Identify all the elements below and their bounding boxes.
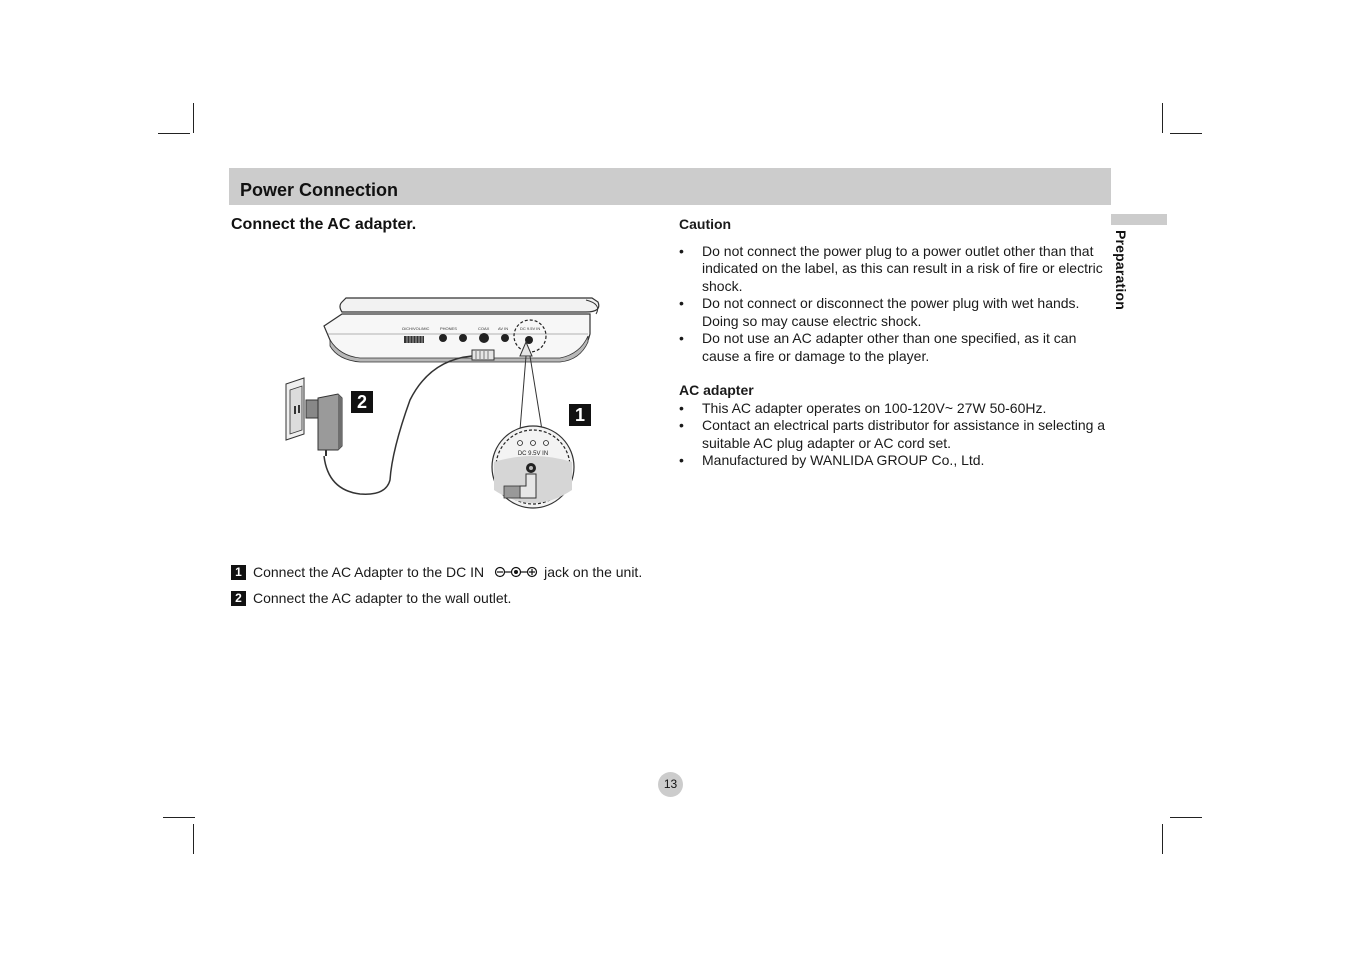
steps-list — [231, 563, 642, 615]
caution-text: Do not use an AC adapter other than one specified, as it can cause a fire or damage to the player. — [702, 330, 1077, 364]
ac-item — [679, 400, 1111, 418]
ac-item — [679, 417, 1111, 452]
caution-item — [679, 243, 1111, 296]
callout-1: 1 — [574, 405, 586, 425]
side-tab-label: Preparation — [1113, 230, 1129, 310]
step-item — [231, 589, 642, 607]
step-item — [231, 563, 642, 581]
bullet-icon: • — [679, 417, 684, 433]
bullet-icon: • — [679, 330, 684, 346]
bullet-icon: • — [679, 242, 684, 259]
ac-text: Manufactured by WANLIDA GROUP Co., Ltd. — [702, 452, 985, 468]
panel-label: Ω/CH/VOL/MIC — [402, 326, 430, 331]
section-header-bar — [229, 168, 1111, 205]
ac-text: Contact an electrical parts distributor for assistance in selecting a suitable AC plug adapter or AC cord set. — [702, 417, 1106, 451]
panel-label: COAX — [478, 326, 490, 331]
power-connection-illustration — [280, 290, 610, 515]
bullet-icon: • — [679, 295, 684, 311]
section-title: Connect the AC adapter. — [231, 216, 417, 233]
crop-mark — [158, 133, 190, 134]
page-title: Power Connection — [240, 180, 399, 200]
crop-mark — [1162, 824, 1163, 854]
crop-mark — [1162, 103, 1163, 133]
caution-text: Do not connect or disconnect the power plug with wet hands. Doing so may cause electric shock. — [702, 295, 1080, 329]
panel-label: PHONES — [440, 326, 457, 331]
step-number: 2 — [231, 591, 246, 606]
step-text: Connect the AC Adapter to the DC IN — [253, 564, 485, 580]
bullet-icon: • — [679, 399, 684, 416]
caution-item — [679, 330, 1111, 365]
caution-text: Do not connect the power plug to a power outlet other than that indicated on the label, as this can result in a risk of fire or electric shock. — [702, 242, 1103, 294]
panel-label: DC 9.5V IN — [520, 326, 541, 331]
ac-adapter-heading: AC adapter — [679, 382, 754, 398]
bullet-icon: • — [679, 452, 684, 468]
caution-heading: Caution — [679, 216, 732, 232]
crop-mark — [1170, 817, 1202, 818]
ac-adapter-list — [679, 400, 1111, 470]
ac-text: This AC adapter operates on 100-120V~ 27W 50-60Hz. — [702, 399, 1047, 416]
crop-mark — [163, 817, 195, 818]
page-number: 13 — [658, 772, 683, 797]
panel-label: AV IN — [498, 326, 509, 331]
side-tab-marker — [1111, 214, 1167, 225]
dc-polarity-icon — [494, 566, 538, 578]
caution-list — [679, 243, 1111, 366]
crop-mark — [193, 824, 194, 854]
step-number: 1 — [231, 565, 246, 580]
step-text: jack on the unit. — [544, 564, 643, 580]
callout-2: 2 — [356, 392, 368, 412]
right-column — [679, 216, 1111, 470]
zoom-label: DC 9.5V IN — [517, 451, 549, 457]
ac-item — [679, 452, 1111, 470]
step-text: Connect the AC adapter to the wall outlet. — [253, 590, 512, 606]
caution-item — [679, 295, 1111, 330]
crop-mark — [193, 103, 194, 133]
crop-mark — [1170, 133, 1202, 134]
